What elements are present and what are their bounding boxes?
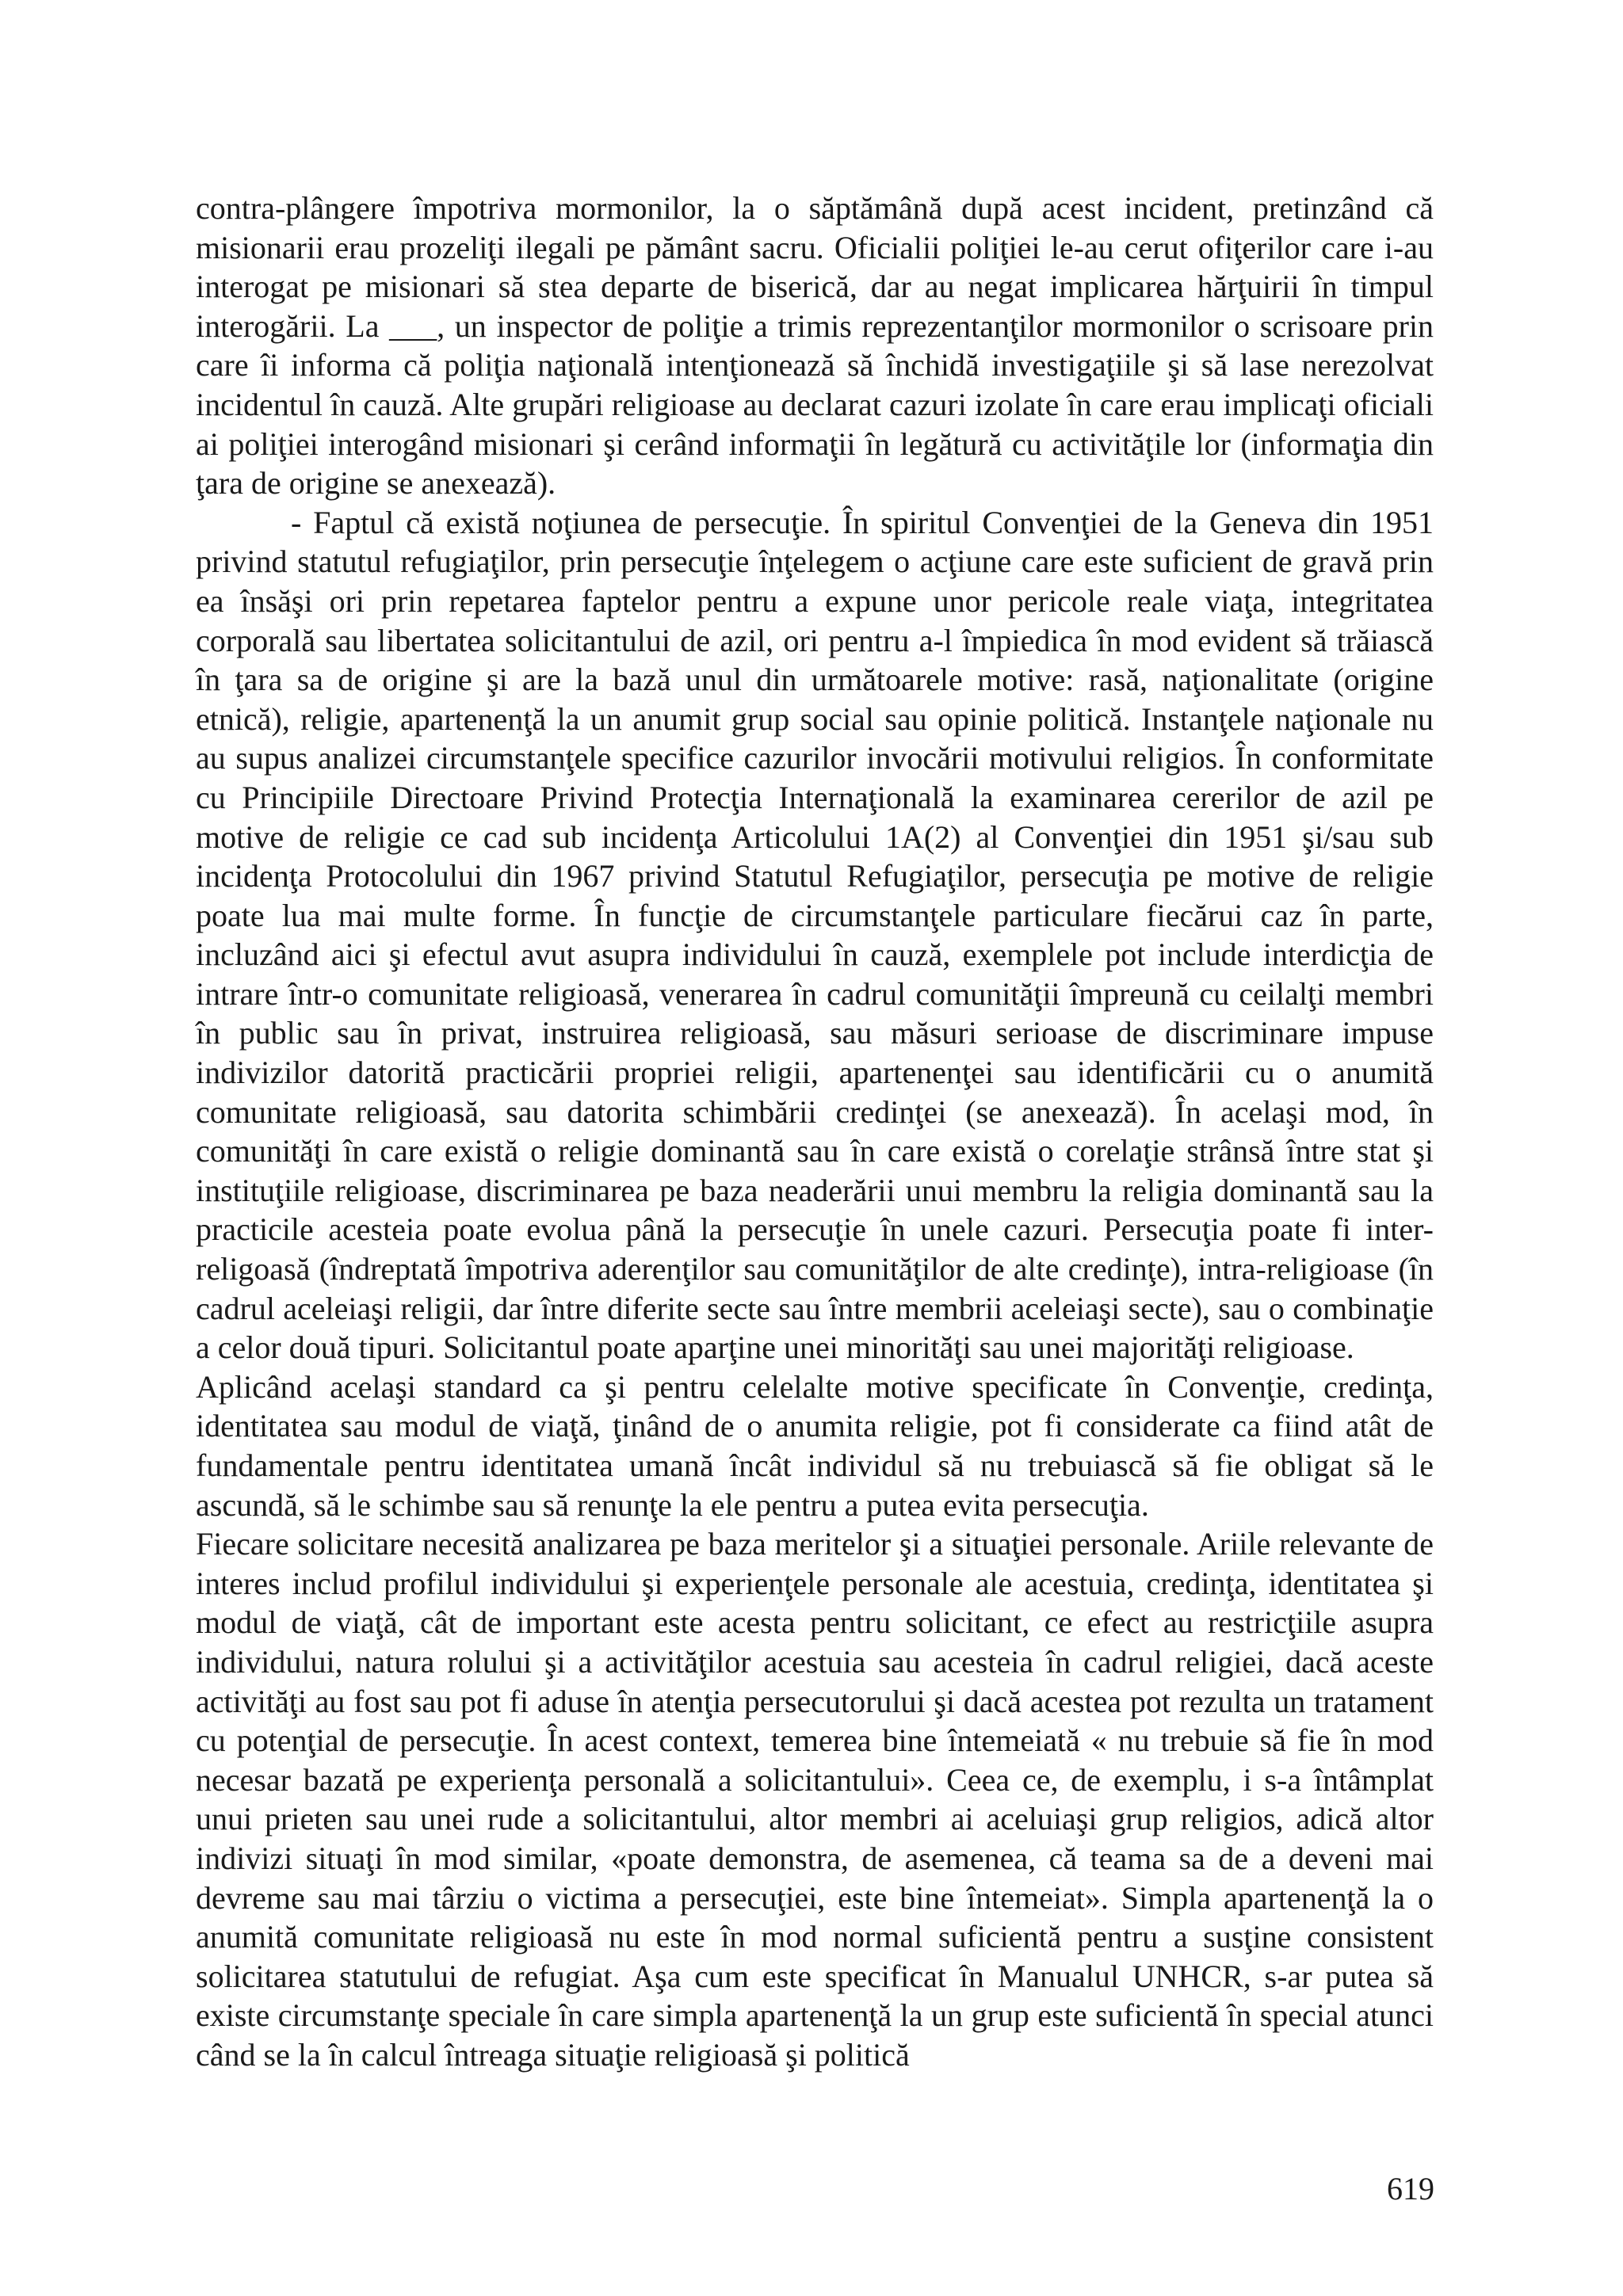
paragraph-1: contra-plângere împotriva mormonilor, la o săptămână după acest incident, pretinzând că misionarii erau prozeliţi ilegali pe pământ sacru. Oficialii poliţiei le-au cerut ofiţerilor care i-au interogat pe misionari să stea departe de biserică, dar au negat implicarea hărţuirii în timpul interogării. La ___, un inspector de poliţie a trimis reprezentanţilor mormonilor o scrisoare prin care îi informa că poliţia naţională intenţionează să închidă investigaţiile şi să lase nerezolvat incidentul în cauză. Alte grupări religioase au declarat cazuri izolate în care erau implicaţi oficiali ai poliţiei interogând misionari şi cerând informaţii în legătură cu activităţile lor (informaţia din ţara de origine se anexează). [196,190,1434,502]
paragraph-3: Aplicând acelaşi standard ca şi pentru celelalte motive specificate în Convenţie, credinţa, identitatea sau modul de viaţă, ţinând de o anumita religie, pot fi considerate ca fiind atât de fundamentale pentru identitatea umană încât individul să nu trebuiască să fie obligat să le ascundă, să le schimbe sau să renunţe la ele pentru a putea evita persecuţia. [196,1368,1434,1523]
page-number: 619 [1387,2171,1434,2206]
body-text [196,189,1434,2075]
paragraph-4: Fiecare solicitare necesită analizarea pe baza meritelor şi a situaţiei personale. Ariile relevante de interes includ profilul individului şi experienţele personale ale acestuia, credinţa, identitatea şi modul de viaţă, cât de important este acesta pentru solicitant, ce efect au restricţiile asupra individului, natura rolului şi a activităţilor acestuia sau acesteia în cadrul religiei, dacă aceste activităţi au fost sau pot fi aduse în atenţia persecutorului şi dacă acestea pot rezulta un tratament cu potenţial de persecuţie. În acest context, temerea bine întemeiată « nu trebuie să fie în mod necesar bazată pe experienţa personală a solicitantului». Ceea ce, de exemplu, i s-a întâmplat unui prieten sau unei rude a solicitantului, altor membri ai aceluiaşi grup religios, adică altor indivizi situaţi în mod similar, «poate demonstra, de asemenea, că teama sa de a deveni mai devreme sau mai târziu o victima a persecuţiei, este bine întemeiat». Simpla apartenenţă la o anumită comunitate religioasă nu este în mod normal suficientă pentru a susţine consistent solicitarea statutului de refugiat. Aşa cum este specificat în Manualul UNHCR, s-ar putea să existe circumstanţe speciale în care simpla apartenenţă la un grup este suficientă în special atunci când se la în calcul întreaga situaţie religioasă şi politică [196,1526,1434,2073]
paragraph-2: - Faptul că există noţiunea de persecuţie. În spiritul Convenţiei de la Geneva din 1951 privind statutul refugiaţilor, prin persecuţie înţelegem o acţiune care este suficient de gravă prin ea însăşi ori prin repetarea faptelor pentru a expune unor pericole reale viaţa, integritatea corporală sau libertatea solicitantului de azil, ori pentru a-l împiedica în mod evident să trăiască în ţara sa de origine şi are la bază unul din următoarele motive: rasă, naţionalitate (origine etnică), religie, apartenenţă la un anumit grup social sau opinie politică. Instanţele naţionale nu au supus analizei circumstanţele specifice cazurilor invocării motivului religios. În conformitate cu Principiile Directoare Privind Protecţia Internaţională la examinarea cererilor de azil pe motive de religie ce cad sub incidenţa Articolului 1A(2) al Convenţiei din 1951 şi/sau sub incidenţa Protocolului din 1967 privind Statutul Refugiaţilor, persecuţia pe motive de religie poate lua mai multe forme. În funcţie de circumstanţele particulare fiecărui caz în parte, incluzând aici şi efectul avut asupra individului în cauză, exemplele pot include interdicţia de intrare într-o comunitate religioasă, venerarea în cadrul comunităţii împreună cu ceilalţi membri în public sau în privat, instruirea religioasă, sau măsuri serioase de discriminare impuse indivizilor datorită practicării propriei religii, apartenenţei sau identificării cu o anumită comunitate religioasă, sau datorita schimbării credinţei (se anexează). În acelaşi mod, în comunităţi în care există o religie dominantă sau în care există o corelaţie strânsă între stat şi instituţiile religioase, discriminarea pe baza neaderării unui membru la religia dominantă sau la practicile acesteia poate evolua până la persecuţie în unele cazuri. Persecuţia poate fi inter-religoasă (îndreptată împotriva aderenţilor sau comunităţilor de alte credinţe), intra-religioase (în cadrul aceleiaşi religii, dar între diferite secte sau între membrii aceleiaşi secte), sau o combinaţie a celor două tipuri. Solicitantul poate aparţine unei minorităţi sau unei majorităţi religioase. [196,504,1434,1366]
